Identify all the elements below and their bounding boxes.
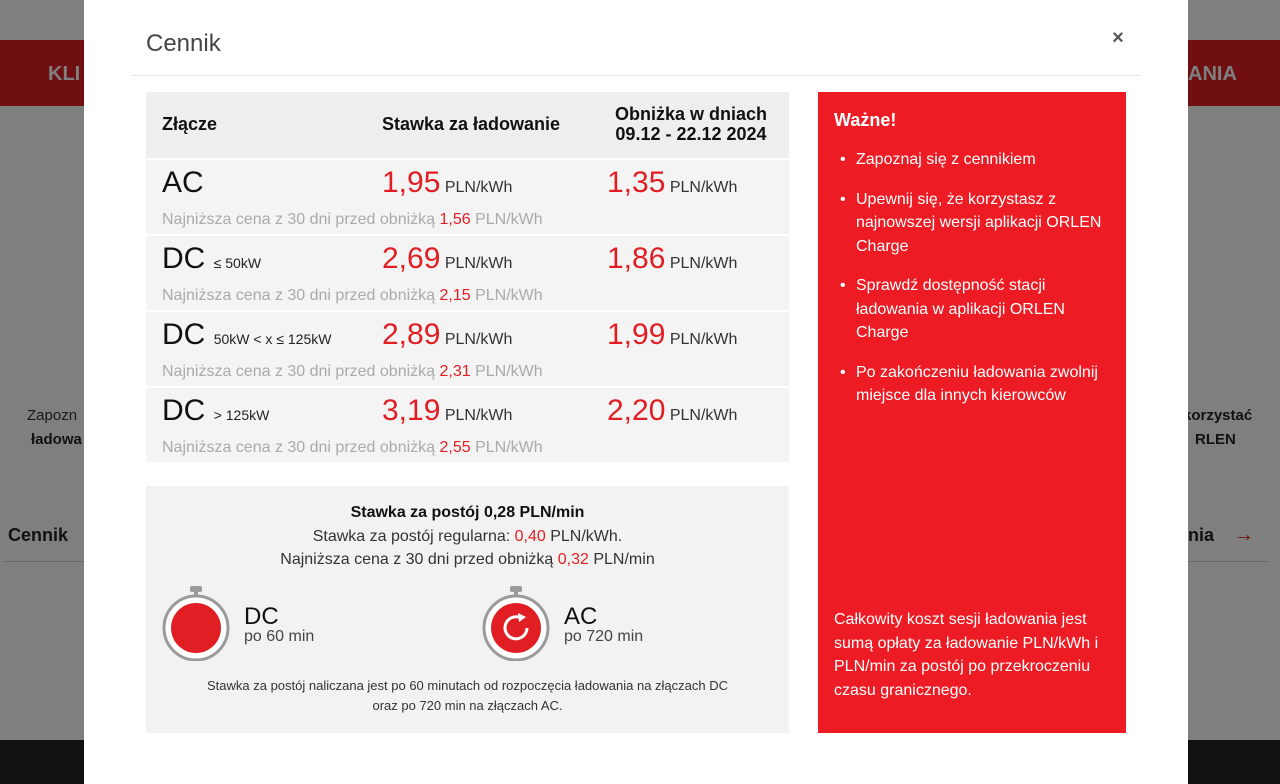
lowest-value: 2,15 <box>439 287 471 304</box>
idle-regular-prefix: Stawka za postój regularna: <box>312 528 511 545</box>
rate-value: 2,69 <box>382 242 441 275</box>
lowest-prefix: Najniższa cena z 30 dni przed obniżką <box>162 211 436 228</box>
important-title: Ważne! <box>834 110 897 130</box>
modal-divider <box>132 75 1140 76</box>
connector-name: DC <box>162 394 206 427</box>
discount-unit: PLN/kWh <box>669 331 738 348</box>
idle-fee-note <box>146 676 789 716</box>
charging-rate <box>382 166 512 200</box>
charging-rate <box>382 242 512 276</box>
lowest-value: 2,31 <box>439 363 471 380</box>
discount-value: 1,86 <box>607 242 666 275</box>
lowest-price-note <box>162 439 543 457</box>
rate-unit: PLN/kWh <box>444 331 513 348</box>
connector-power: ≤ 50kW <box>213 255 262 271</box>
column-header-connector: Złącze <box>162 114 218 134</box>
list-item: • Sprawdź dostępność stacji ładowania w aplikacji ORLEN Charge <box>856 274 1106 345</box>
discount-unit: PLN/kWh <box>669 255 738 272</box>
idle-note-line1: Stawka za postój naliczana jest po 60 minutach od rozpoczęcia ładowania na złączach DC <box>206 678 728 693</box>
idle-regular-rate <box>146 528 789 546</box>
rate-unit: PLN/kWh <box>444 179 513 196</box>
column-header-discount <box>586 104 796 144</box>
discount-value: 1,35 <box>607 166 666 199</box>
discount-unit: PLN/kWh <box>669 407 738 424</box>
idle-fee-box <box>146 486 789 733</box>
table-row <box>146 386 789 462</box>
connector-name: AC <box>162 166 204 199</box>
idle-lowest-price <box>146 551 789 569</box>
rate-unit: PLN/kWh <box>444 255 513 272</box>
idle-regular-unit: PLN/kWh. <box>550 528 623 545</box>
pricing-modal <box>84 0 1188 784</box>
connector-type <box>162 242 261 276</box>
discount-rate <box>607 318 737 352</box>
dc-idle-time: po 60 min <box>244 628 315 645</box>
connector-name: DC <box>162 318 206 351</box>
discount-value: 1,99 <box>607 318 666 351</box>
charging-rate <box>382 318 512 352</box>
connector-type <box>162 394 269 428</box>
table-header <box>146 92 789 158</box>
table-row <box>146 158 789 234</box>
lowest-prefix: Najniższa cena z 30 dni przed obniżką <box>162 439 436 456</box>
lowest-value: 1,56 <box>439 211 471 228</box>
column-header-rate: Stawka za ładowanie <box>382 114 561 134</box>
rate-unit: PLN/kWh <box>444 407 513 424</box>
ac-idle-time: po 720 min <box>564 628 644 645</box>
idle-regular-value: 0,40 <box>514 528 546 545</box>
connector-type <box>162 166 204 200</box>
rate-value: 2,89 <box>382 318 441 351</box>
list-item: • Upewnij się, że korzystasz z najnowszej wersji aplikacji ORLEN Charge <box>856 188 1106 259</box>
connector-type <box>162 318 331 352</box>
connector-name: DC <box>162 242 206 275</box>
rate-value: 1,95 <box>382 166 441 199</box>
table-row <box>146 310 789 386</box>
stopwatch-icon <box>161 586 231 661</box>
lowest-prefix: Najniższa cena z 30 dni przed obniżką <box>162 363 436 380</box>
important-info-box <box>818 92 1126 733</box>
discount-rate <box>607 394 737 428</box>
column-header-discount-line1: Obniżka w dniach <box>614 104 768 124</box>
lowest-price-note <box>162 287 543 305</box>
lowest-prefix: Najniższa cena z 30 dni przed obniżką <box>162 287 436 304</box>
connector-power: > 125kW <box>213 407 270 423</box>
discount-rate <box>607 166 737 200</box>
idle-lowest-prefix: Najniższa cena z 30 dni przed obniżką <box>280 551 554 568</box>
ac-idle-label: AC <box>564 603 598 630</box>
column-header-discount-line2: 09.12 - 22.12 2024 <box>615 124 767 144</box>
lowest-unit: PLN/kWh <box>475 211 543 228</box>
lowest-price-note <box>162 211 543 229</box>
lowest-value: 2,55 <box>439 439 471 456</box>
discount-rate <box>607 242 737 276</box>
idle-lowest-unit: PLN/min <box>593 551 655 568</box>
stopwatch-refresh-icon <box>481 586 551 661</box>
modal-title: Cennik <box>146 30 221 57</box>
pricing-table <box>146 92 789 462</box>
connector-power: 50kW < x ≤ 125kW <box>213 331 332 347</box>
dc-idle-label: DC <box>244 603 279 630</box>
lowest-unit: PLN/kWh <box>475 363 543 380</box>
list-item: • Zapoznaj się z cennikiem <box>856 148 1106 172</box>
discount-value: 2,20 <box>607 394 666 427</box>
idle-fee-title: Stawka za postój 0,28 PLN/min <box>350 504 585 521</box>
rate-value: 3,19 <box>382 394 441 427</box>
idle-note-line2: oraz po 720 min na złączach AC. <box>372 698 563 713</box>
close-icon[interactable]: × <box>1112 27 1124 49</box>
idle-lowest-value: 0,32 <box>557 551 589 568</box>
lowest-unit: PLN/kWh <box>475 287 543 304</box>
discount-unit: PLN/kWh <box>669 179 738 196</box>
important-list <box>856 148 1106 424</box>
total-cost-note: Całkowity koszt sesji ładowania jest sumą opłaty za ładowanie PLN/kWh i PLN/min za postój po przekroczeniu czasu granicznego. <box>834 611 1099 699</box>
lowest-unit: PLN/kWh <box>475 439 543 456</box>
lowest-price-note <box>162 363 543 381</box>
table-row <box>146 234 789 310</box>
list-item: • Po zakończeniu ładowania zwolnij miejsce dla innych kierowców <box>856 361 1106 408</box>
charging-rate <box>382 394 512 428</box>
